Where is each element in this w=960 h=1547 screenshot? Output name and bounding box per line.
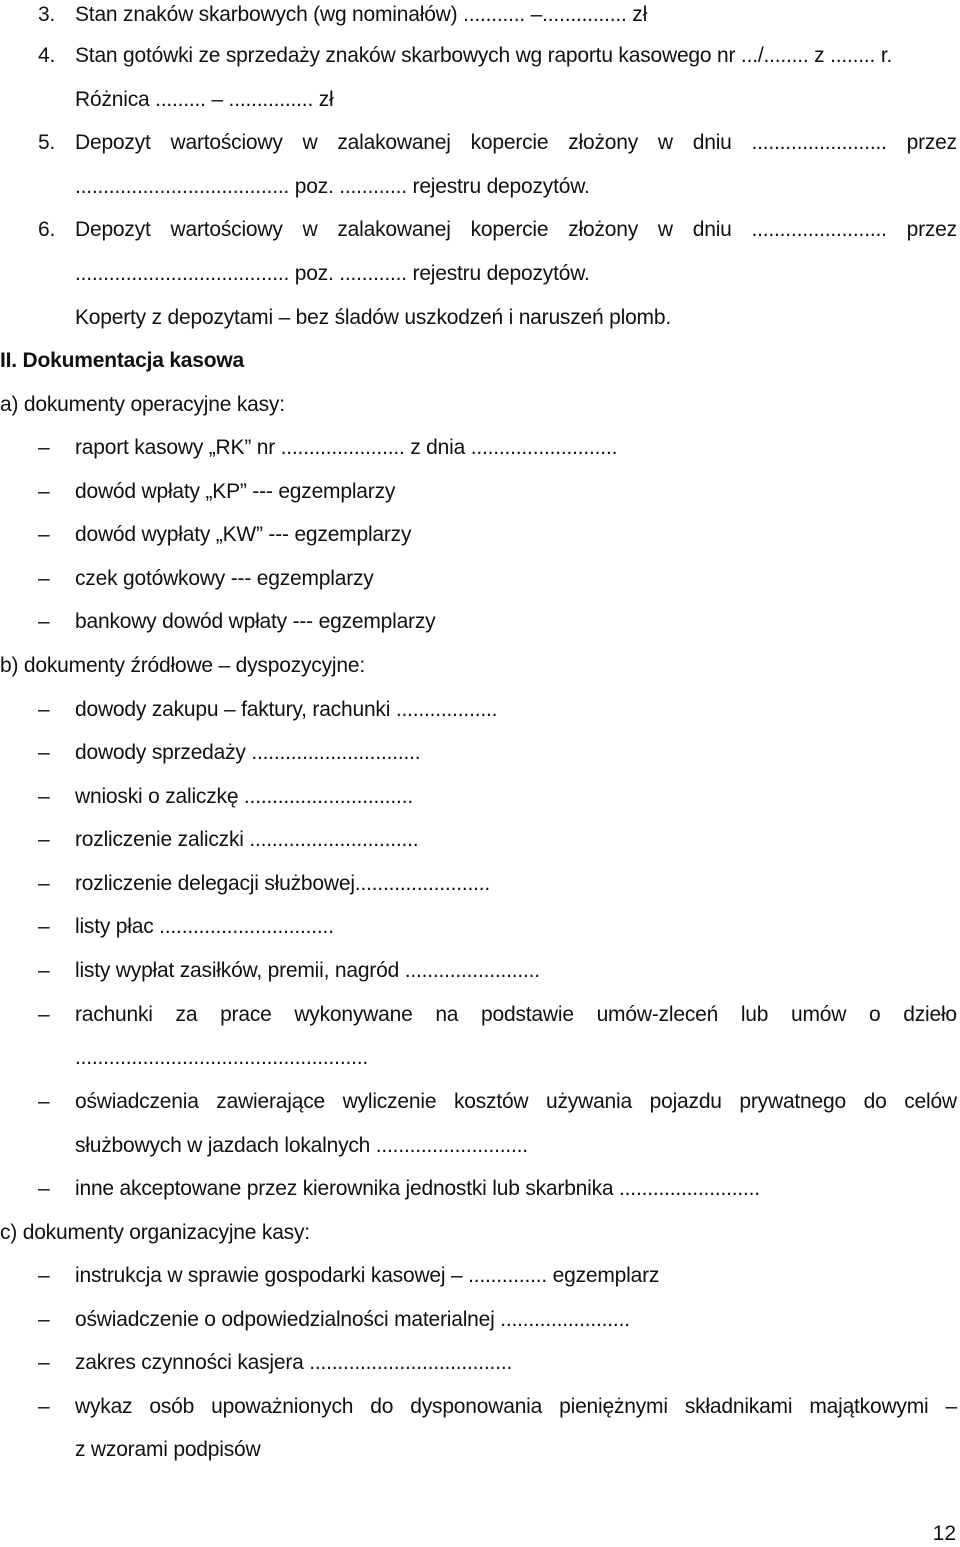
word: podstawie	[481, 1003, 574, 1026]
word: ........................	[751, 131, 887, 154]
list-item-text: czek gotówkowy --- egzemplarzy	[75, 567, 374, 590]
word: kopercie	[470, 131, 549, 154]
word: składnikami	[684, 1395, 793, 1418]
justified-text	[75, 130, 957, 156]
word: zawierające	[216, 1090, 325, 1113]
list-item-text: rozliczenie delegacji służbowej........................	[75, 872, 491, 895]
item-text: Koperty z depozytami – bez śladów uszkodzeń i naruszeń plomb.	[75, 306, 671, 329]
word: umów	[791, 1003, 847, 1026]
word: rachunki	[75, 1003, 153, 1026]
page-number: 12	[932, 1522, 956, 1545]
word: przez	[906, 131, 957, 154]
item-text: ...................................... poz. ............ rejestru depozytów.	[75, 262, 590, 285]
word: wykonywane	[294, 1003, 413, 1026]
word: używania	[546, 1090, 632, 1113]
word: osób	[149, 1395, 195, 1418]
word: dniu	[692, 218, 732, 241]
dash-bullet: –	[38, 1395, 50, 1418]
item-text: Stan znaków skarbowych (wg nominałów) ........... –............... zł	[75, 3, 648, 26]
item-text: Różnica ......... – ............... zł	[75, 88, 334, 111]
item-number: 6.	[38, 218, 56, 241]
word: pojazdu	[649, 1090, 722, 1113]
word: złożony	[568, 218, 639, 241]
dash-bullet: –	[38, 1177, 50, 1200]
word: na	[435, 1003, 459, 1026]
word: wykaz	[75, 1395, 133, 1418]
word: umów-zleceń	[596, 1003, 719, 1026]
word: w	[657, 218, 673, 241]
word: majątkowymi	[809, 1395, 929, 1418]
word: zalakowanej	[337, 218, 451, 241]
list-item-text: dowody zakupu – faktury, rachunki ..................	[75, 698, 498, 721]
word: wyliczenie	[342, 1090, 437, 1113]
justified-text	[75, 217, 957, 243]
dash-bullet: –	[38, 480, 50, 503]
subsection-a-label: a) dokumenty operacyjne kasy:	[0, 393, 285, 416]
dash-bullet: –	[38, 872, 50, 895]
dash-bullet: –	[38, 610, 50, 633]
list-item-text: raport kasowy „RK” nr ...................... z dnia ..........................	[75, 436, 618, 459]
list-item-text: dowody sprzedaży ..............................	[75, 741, 421, 764]
word: zalakowanej	[337, 131, 451, 154]
list-item-text: wnioski o zaliczkę ..............................	[75, 785, 413, 808]
word: dysponowania	[410, 1395, 543, 1418]
word: prace	[220, 1003, 272, 1026]
word: w	[657, 131, 673, 154]
list-item-text: inne akceptowane przez kierownika jednostki lub skarbnika .........................	[75, 1177, 760, 1200]
word: przez	[906, 218, 957, 241]
word: upoważnionych	[211, 1395, 354, 1418]
dash-bullet: –	[38, 785, 50, 808]
justified-text	[75, 1089, 957, 1115]
dash-bullet: –	[38, 915, 50, 938]
dash-bullet: –	[38, 523, 50, 546]
item-number: 5.	[38, 131, 56, 154]
item-text: Stan gotówki ze sprzedaży znaków skarbowych wg raportu kasowego nr .../........ z ........ r.	[75, 44, 893, 67]
word: wartościowy	[170, 131, 283, 154]
item-number: 4.	[38, 44, 56, 67]
list-item-text: służbowych w jazdach lokalnych ...........................	[75, 1134, 528, 1157]
word: oświadczenia	[75, 1090, 199, 1113]
word: Depozyt	[75, 131, 151, 154]
dash-bullet: –	[38, 436, 50, 459]
word: lub	[740, 1003, 769, 1026]
list-item-text: listy płac ...............................	[75, 915, 334, 938]
word: celów	[904, 1090, 957, 1113]
dash-bullet: –	[38, 1090, 50, 1113]
dash-bullet: –	[38, 959, 50, 982]
dash-bullet: –	[38, 828, 50, 851]
item-number: 3.	[38, 3, 56, 26]
dash-bullet: –	[38, 698, 50, 721]
word: Depozyt	[75, 218, 151, 241]
word: dzieło	[903, 1003, 957, 1026]
dash-bullet: –	[38, 1264, 50, 1287]
word: ........................	[751, 218, 887, 241]
word: o	[868, 1003, 881, 1026]
subsection-c-label: c) dokumenty organizacyjne kasy:	[0, 1221, 310, 1244]
list-item-text: dowód wpłaty „KP” --- egzemplarzy	[75, 480, 396, 503]
word: do	[863, 1090, 887, 1113]
item-text: ...................................... poz. ............ rejestru depozytów.	[75, 175, 590, 198]
dash-bullet: –	[38, 567, 50, 590]
word: kopercie	[470, 218, 549, 241]
word: kosztów	[453, 1090, 529, 1113]
word: złożony	[568, 131, 639, 154]
word: za	[175, 1003, 198, 1026]
list-item-text: listy wypłat zasiłków, premii, nagród ........................	[75, 959, 540, 982]
list-item-text: dowód wypłaty „KW” --- egzemplarzy	[75, 523, 412, 546]
word: w	[302, 218, 318, 241]
word: –	[945, 1395, 957, 1418]
list-item-text: zakres czynności kasjera ....................................	[75, 1351, 513, 1374]
word: prywatnego	[739, 1090, 846, 1113]
word: wartościowy	[170, 218, 283, 241]
dash-bullet: –	[38, 1003, 50, 1026]
subsection-b-label: b) dokumenty źródłowe – dyspozycyjne:	[0, 654, 365, 677]
list-item-text: rozliczenie zaliczki ..............................	[75, 828, 419, 851]
dash-bullet: –	[38, 741, 50, 764]
word: do	[370, 1395, 394, 1418]
word: pieniężnymi	[559, 1395, 668, 1418]
dash-bullet: –	[38, 1308, 50, 1331]
list-item-text: bankowy dowód wpłaty --- egzemplarzy	[75, 610, 436, 633]
word: dniu	[692, 131, 732, 154]
list-item-text: z wzorami podpisów	[75, 1438, 261, 1461]
section-heading: II. Dokumentacja kasowa	[0, 349, 244, 372]
word: w	[302, 131, 318, 154]
justified-text	[75, 1002, 957, 1028]
list-item-text: oświadczenie o odpowiedzialności materialnej .......................	[75, 1308, 630, 1331]
dash-bullet: –	[38, 1351, 50, 1374]
list-item-text: ....................................................	[75, 1046, 368, 1069]
justified-text	[75, 1394, 957, 1420]
list-item-text: instrukcja w sprawie gospodarki kasowej – .............. egzemplarz	[75, 1264, 660, 1287]
